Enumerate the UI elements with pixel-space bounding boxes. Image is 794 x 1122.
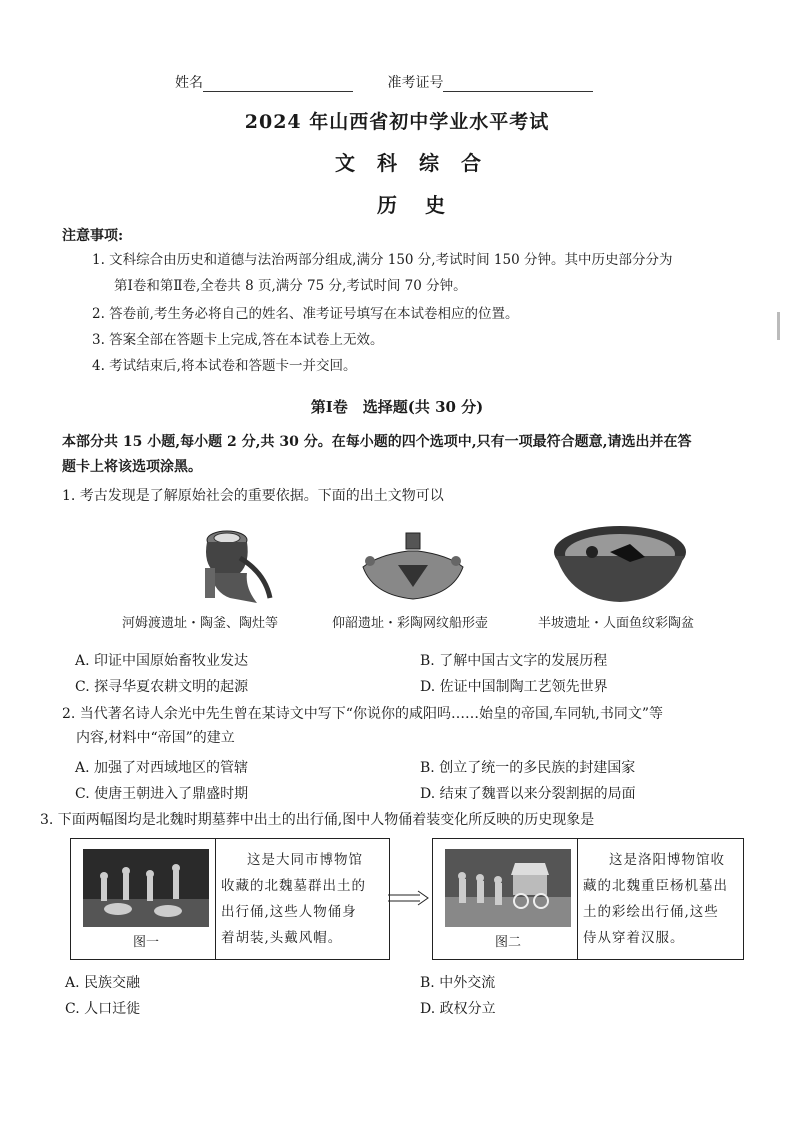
option-a[interactable]: A. 印证中国原始畜牧业发达 [75,653,249,669]
section-title: 第Ⅰ卷 选择题(共 30 分) [310,398,484,416]
text-line: 这是大同市博物馆 [247,852,363,868]
boat-pot-image [358,525,468,605]
artifact-caption: 仰韶遗址・彩陶网纹船形壶 [331,616,488,631]
option-b[interactable]: B. 了解中国古文字的发展历程 [420,653,608,669]
notice-item: 1. 文科综合由历史和道德与法治两部分组成,满分 150 分,考试时间 150 分钟。其中历史部分分为 [92,252,673,268]
option-a[interactable]: A. 民族交融 [65,975,141,991]
question-3-stem: 3. 下面两幅图均是北魏时期墓葬中出土的出行俑,图中人物俑着装变化所反映的历史现象是 [40,812,595,828]
stem-line: 内容,材料中“帝国”的建立 [76,730,235,746]
notice-item: 2. 答卷前,考生务必将自己的姓名、准考证号填写在本试卷相应的位置。 [92,306,519,322]
notice-item: 3. 答案全部在答题卡上完成,答在本试卷上无效。 [92,332,384,348]
text-line: 出行俑,这些人物俑身 [221,904,357,920]
option-d[interactable]: D. 结束了魏晋以来分裂割据的局面 [420,786,636,802]
text-line: 藏的北魏重臣杨机墓出 [583,878,728,894]
text-line: 侍从穿着汉服。 [583,930,685,946]
notice-item: 4. 考试结束后,将本试卷和答题卡一并交回。 [92,358,357,374]
section-intro [62,430,762,480]
artifact-caption: 河姆渡遗址・陶釜、陶灶等 [121,616,278,631]
figure-1-label: 图一 [132,935,159,950]
option-b[interactable]: B. 中外交流 [420,975,496,991]
candidate-info-row [175,72,593,92]
figure-2-box [432,838,744,960]
divider [577,839,578,959]
option-b[interactable]: B. 创立了统一的多民族的封建国家 [420,760,636,776]
figure-1-image [83,849,209,927]
arrow-icon [386,890,430,906]
notice-heading: 注意事项: [62,228,124,244]
scan-edge-mark [777,312,780,340]
stem-line: 2. 当代著名诗人余光中先生曾在某诗文中写下“你说你的咸阳吗……始皇的帝国,车同轨,书同文”等 [62,706,664,722]
option-d[interactable]: D. 政权分立 [420,1001,496,1017]
fish-basin-image [550,522,690,607]
text-line: 收藏的北魏墓群出土的 [221,878,366,894]
option-d[interactable]: D. 佐证中国制陶工艺领先世界 [420,679,608,695]
text-line: 土的彩绘出行俑,这些 [583,904,719,920]
id-field[interactable] [443,75,593,92]
option-c[interactable]: C. 探寻华夏农耕文明的起源 [75,679,249,695]
text-line: 这是洛阳博物馆收 [609,852,725,868]
id-label: 准考证号 [387,75,444,91]
option-a[interactable]: A. 加强了对西域地区的管辖 [75,760,249,776]
divider [215,839,216,959]
name-field[interactable] [203,75,353,92]
option-c[interactable]: C. 使唐王朝进入了鼎盛时期 [75,786,249,802]
pottery-cauldron-image [185,518,275,608]
figure-2-image [445,849,571,927]
question-2-stem [62,702,762,750]
part-title: 历史 [377,193,473,217]
option-c[interactable]: C. 人口迁徙 [65,1001,141,1017]
intro-line: 题卡上将该选项涂黑。 [62,459,202,475]
figure-2-text [583,847,743,951]
question-1-stem: 1. 考古发现是了解原始社会的重要依据。下面的出土文物可以 [62,488,444,504]
notice-item: 第Ⅰ卷和第Ⅱ卷,全卷共 8 页,满分 75 分,考试时间 70 分钟。 [114,278,467,294]
figure-2-label: 图二 [494,935,521,950]
exam-title: 2024 年山西省初中学业水平考试 [244,111,550,133]
text-line: 着胡装,头戴风帽。 [221,930,343,946]
intro-line: 本部分共 15 小题,每小题 2 分,共 30 分。在每小题的四个选项中,只有一项最符合题意,请选出并在答 [62,434,692,450]
figure-1-text [221,847,381,951]
figure-1-box [70,838,390,960]
name-label: 姓名 [175,75,203,91]
subject-title: 文科综合 [335,151,503,175]
artifact-caption: 半坡遗址・人面鱼纹彩陶盆 [537,616,694,631]
